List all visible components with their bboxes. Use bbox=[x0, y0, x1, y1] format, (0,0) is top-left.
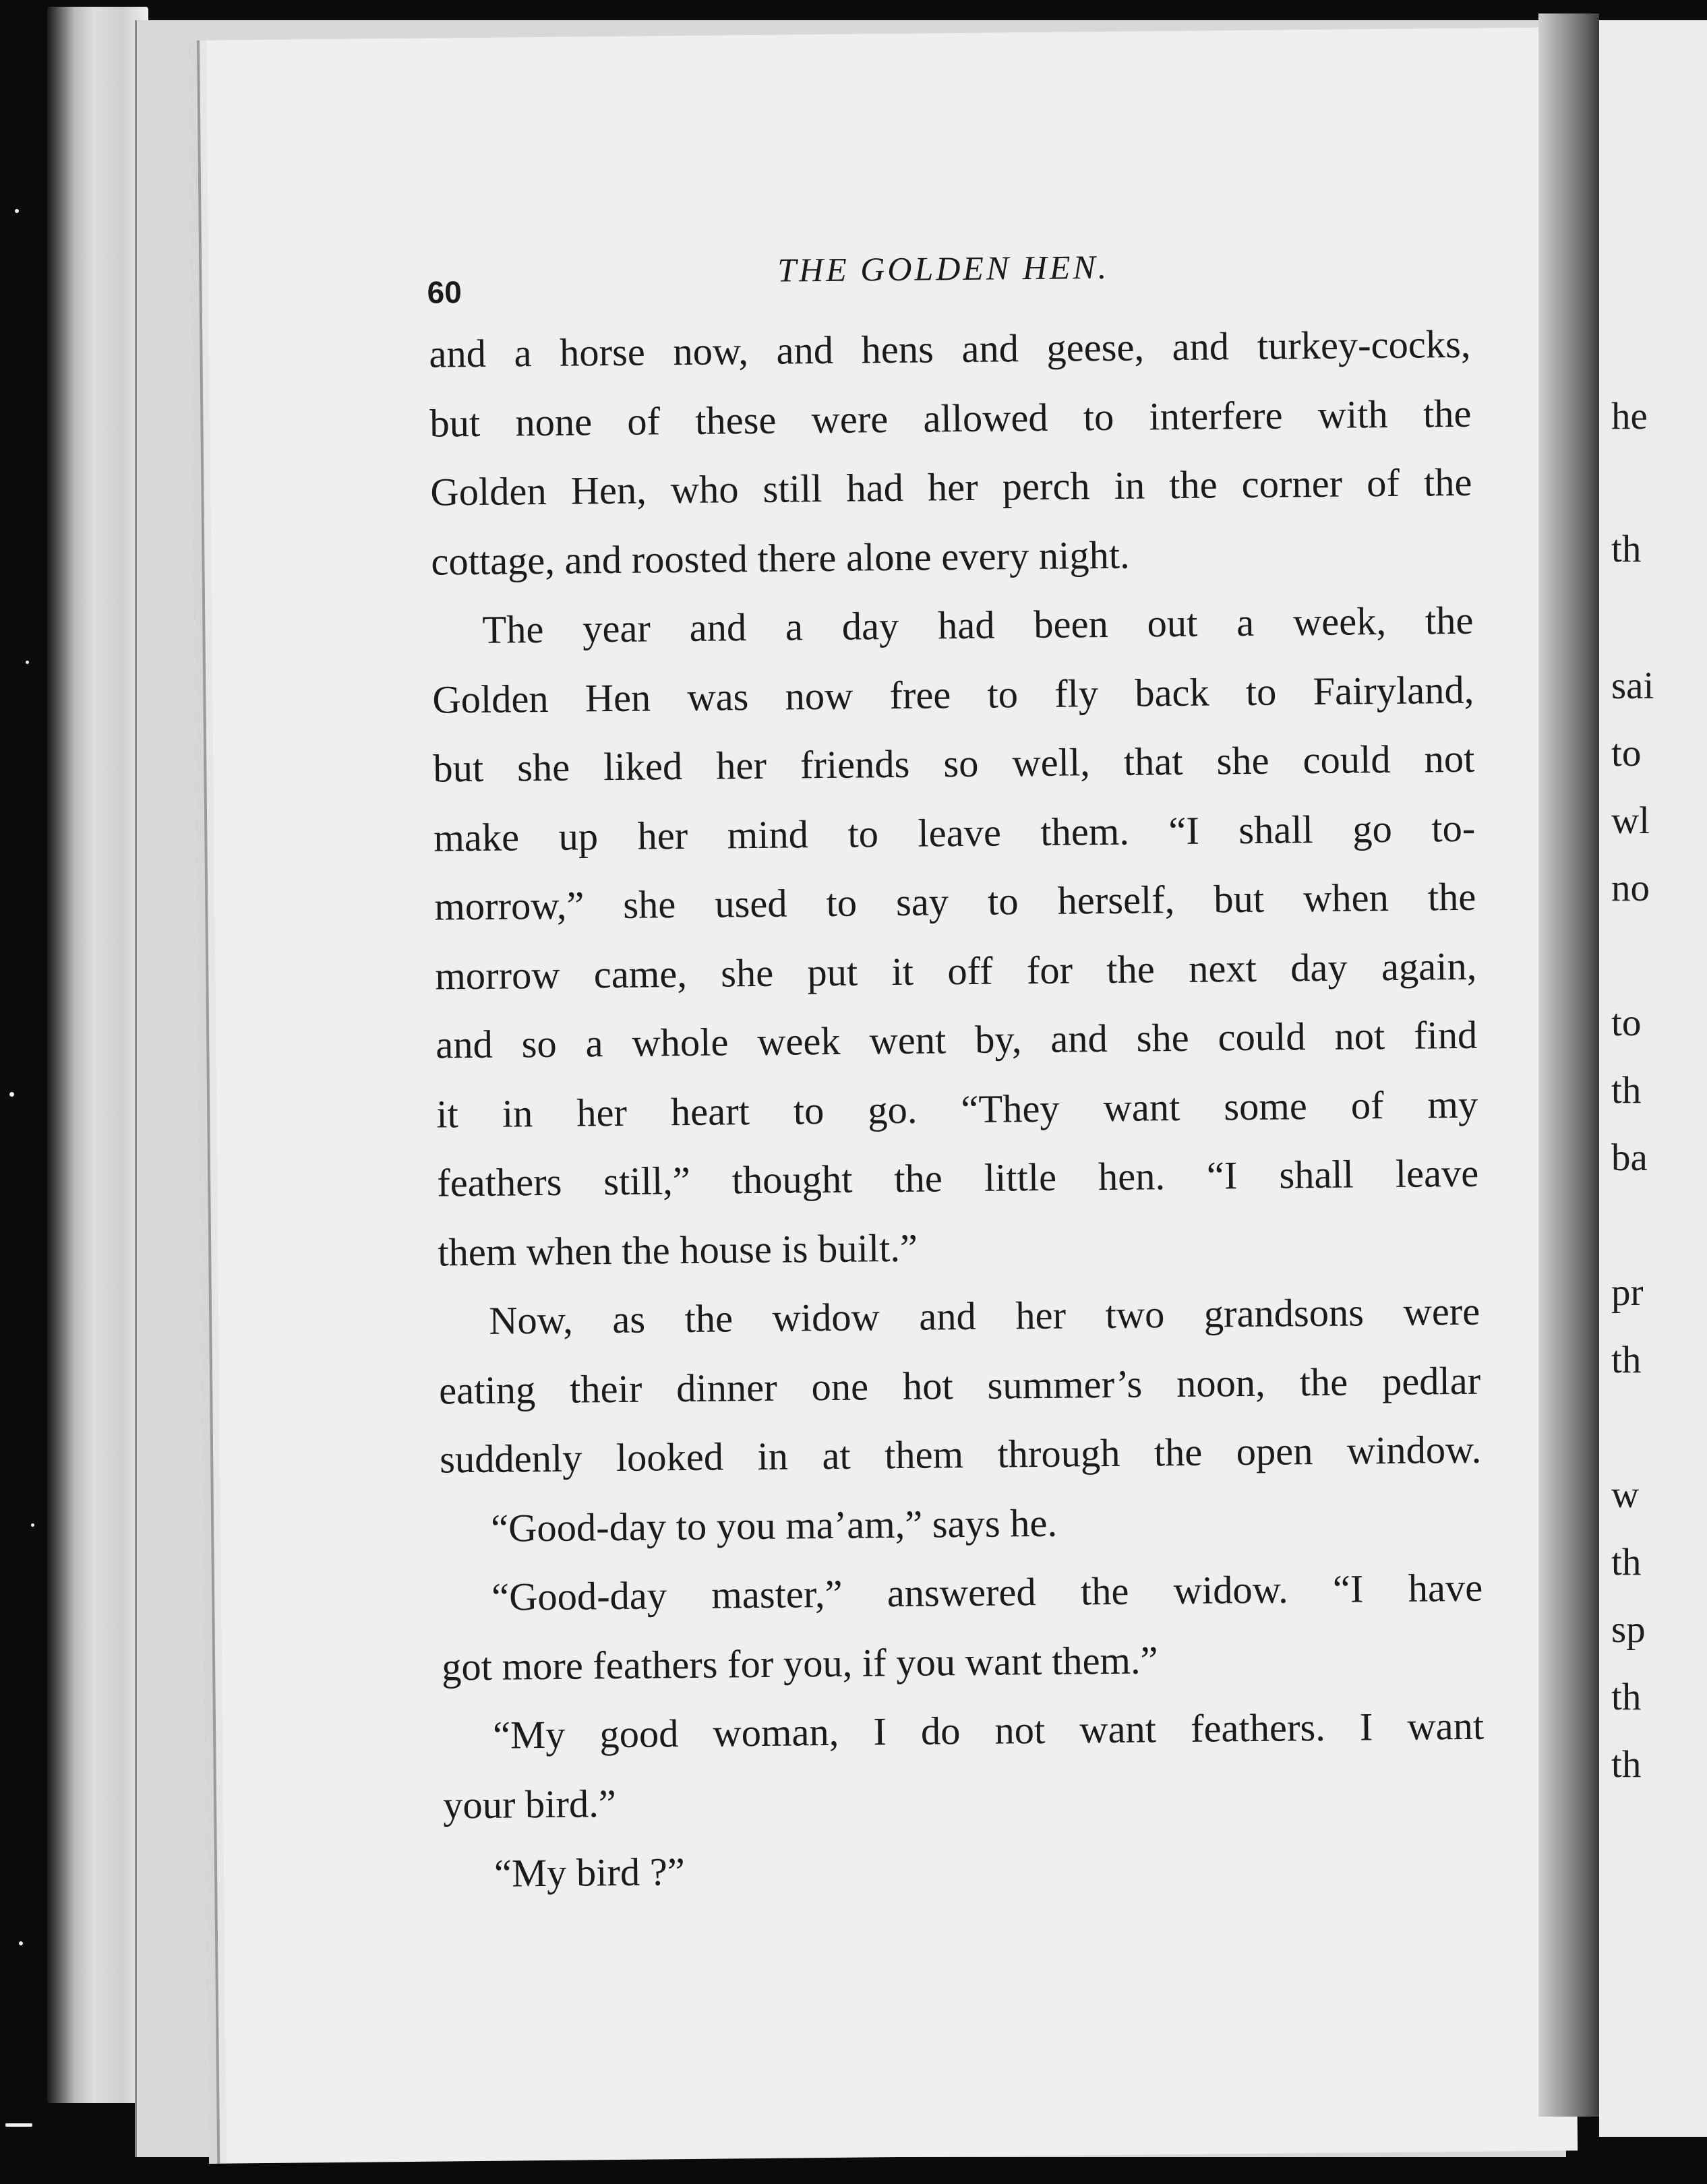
text-line: but she liked her friends so well, that she could not bbox=[433, 736, 1475, 791]
dust-speck bbox=[15, 209, 19, 213]
book-page-60 bbox=[189, 28, 1578, 2164]
text-line: “Good-day to you ma’am,” says he. bbox=[490, 1500, 1058, 1550]
facing-page bbox=[1599, 20, 1707, 2137]
text-line: got more feathers for you, if you want them.” bbox=[441, 1637, 1158, 1689]
text-line: cottage, and roosted there alone every night. bbox=[431, 533, 1131, 584]
text-line: “Good-day master,” answered the widow. “I have bbox=[491, 1565, 1483, 1619]
dust-speck bbox=[5, 2123, 32, 2127]
facing-page-fragment: sp bbox=[1611, 1608, 1646, 1651]
gutter-shadow bbox=[1538, 13, 1599, 2117]
text-line: make up her mind to leave them. “I shall go to- bbox=[433, 806, 1476, 860]
text-line: morrow,” she used to say to herself, but when the bbox=[434, 874, 1476, 929]
facing-page-fragment: th bbox=[1611, 1743, 1642, 1786]
text-line: but none of these were allowed to interfere with the bbox=[429, 391, 1472, 446]
text-line: morrow came, she put it off for the next day again, bbox=[435, 944, 1477, 998]
running-head bbox=[190, 189, 1559, 310]
body-text bbox=[429, 310, 1486, 1909]
facing-page-fragment: to bbox=[1611, 732, 1642, 775]
facing-page-fragment: sai bbox=[1611, 665, 1654, 707]
text-line: The year and a day had been out a week, the bbox=[482, 598, 1474, 652]
facing-page-fragment: he bbox=[1611, 395, 1648, 437]
text-line: Now, as the widow and her two grandsons were bbox=[488, 1289, 1480, 1343]
text-line: it in her heart to go. “They want some of my bbox=[436, 1082, 1478, 1136]
facing-page-fragment: no bbox=[1611, 867, 1650, 909]
text-line: and a horse now, and hens and geese, and turkey-cocks, bbox=[429, 322, 1471, 376]
dust-speck bbox=[19, 1941, 23, 1945]
text-line: “My bird ?” bbox=[493, 1850, 686, 1895]
book-cover-edge bbox=[47, 7, 148, 2103]
text-line: Golden Hen, who still had her perch in the corner of the bbox=[430, 460, 1472, 514]
facing-page-fragment: th bbox=[1611, 1541, 1642, 1583]
facing-page-fragment: th bbox=[1611, 1069, 1642, 1112]
facing-page-fragment: th bbox=[1611, 1676, 1642, 1718]
facing-page-fragment: to bbox=[1611, 1002, 1642, 1044]
dust-speck bbox=[31, 1523, 34, 1527]
text-line: feathers still,” thought the little hen. “I shall leave bbox=[436, 1151, 1479, 1205]
facing-page-fragment: w bbox=[1611, 1474, 1640, 1516]
facing-page-fragment: th bbox=[1611, 1339, 1642, 1381]
text-line: and so a whole week went by, and she could not find bbox=[436, 1012, 1478, 1067]
page-number: 60 bbox=[427, 274, 462, 310]
dust-speck bbox=[26, 661, 29, 664]
dust-speck bbox=[9, 1092, 14, 1097]
text-line: suddenly looked in at them through the open window. bbox=[439, 1427, 1482, 1482]
facing-page-fragment: pr bbox=[1611, 1271, 1644, 1314]
text-line: eating their dinner one hot summer’s noon, the pedlar bbox=[438, 1358, 1481, 1413]
text-line: your bird.” bbox=[442, 1781, 617, 1827]
text-line: Golden Hen was now free to fly back to Fairyland, bbox=[432, 667, 1474, 722]
text-line: them when the house is built.” bbox=[437, 1225, 918, 1275]
running-title: THE GOLDEN HEN. bbox=[777, 247, 1110, 289]
text-line: “My good woman, I do not want feathers. I want bbox=[492, 1703, 1485, 1757]
facing-page-fragment: wl bbox=[1611, 799, 1650, 842]
facing-page-fragment: ba bbox=[1611, 1136, 1648, 1179]
facing-page-fragment: th bbox=[1611, 528, 1642, 570]
